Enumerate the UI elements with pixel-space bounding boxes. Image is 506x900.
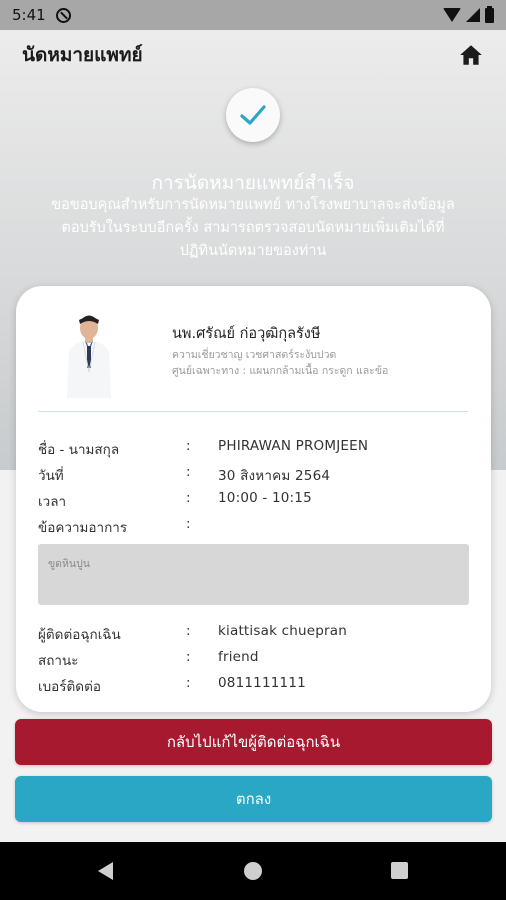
emergency-value: kiattisak chuepran bbox=[218, 623, 347, 639]
detail-label: วันที่ bbox=[38, 468, 64, 484]
status-bar bbox=[0, 0, 506, 30]
success-check-icon bbox=[226, 88, 280, 142]
detail-separator: : bbox=[186, 623, 191, 639]
detail-separator: : bbox=[186, 675, 191, 691]
detail-separator: : bbox=[186, 464, 191, 480]
doctor-photo bbox=[61, 312, 117, 398]
battery-icon bbox=[485, 8, 494, 23]
emergency-value: friend bbox=[218, 649, 259, 665]
doctor-specialty: ความเชี่ยวชาญ เวชศาสตร์ระงับปวด bbox=[172, 349, 337, 361]
emergency-row-contact bbox=[38, 623, 468, 647]
status-time: 5:41 bbox=[12, 6, 46, 24]
emergency-label: เบอร์ติดต่อ bbox=[38, 679, 101, 695]
emergency-label: สถานะ bbox=[38, 653, 79, 669]
emergency-row-phone bbox=[38, 675, 468, 699]
doctor-name: นพ.ศรัณย์ ก่อวุฒิกุลรังษี bbox=[172, 326, 321, 342]
detail-row-name bbox=[38, 438, 468, 462]
home-icon[interactable] bbox=[458, 42, 484, 68]
navigation-bar bbox=[0, 842, 506, 900]
success-description: ขอขอบคุณสำหรับการนัดหมายแพทย์ ทางโรงพยาบาลจะส่งข้อมูลตอบรับในระบบอีกครั้ง สามารถตรวจสอบนัดหมายเพิ่มเติมได้ที่ ปฏิทินนัดหมายของท่าน bbox=[51, 197, 455, 259]
detail-label: เวลา bbox=[38, 494, 67, 510]
recent-apps-icon[interactable] bbox=[391, 862, 408, 879]
detail-separator: : bbox=[186, 438, 191, 454]
home-circle-icon[interactable] bbox=[244, 862, 262, 880]
detail-separator: : bbox=[186, 649, 191, 665]
confirm-button[interactable]: ตกลง bbox=[15, 776, 492, 822]
symptom-text-box: ขูดหินปูน bbox=[38, 544, 469, 605]
detail-separator: : bbox=[186, 490, 191, 506]
emergency-value: 0811111111 bbox=[218, 675, 306, 691]
divider bbox=[38, 411, 468, 412]
success-title: การนัดหมายแพทย์สำเร็จ bbox=[151, 172, 355, 194]
do-not-disturb-icon bbox=[56, 8, 71, 23]
detail-row-time bbox=[38, 490, 468, 514]
doctor-center: ศูนย์เฉพาะทาง : แผนกกล้ามเนื้อ กระดูก และข้อ bbox=[172, 365, 389, 377]
edit-emergency-contact-button[interactable]: กลับไปแก้ไขผู้ติดต่อฉุกเฉิน bbox=[15, 719, 492, 765]
signal-icon bbox=[466, 8, 480, 22]
detail-row-date bbox=[38, 464, 468, 488]
detail-value: 10:00 - 10:15 bbox=[218, 490, 312, 506]
detail-row-symptom bbox=[38, 516, 468, 540]
emergency-label: ผู้ติดต่อฉุกเฉิน bbox=[38, 627, 121, 643]
page-title: นัดหมายแพทย์ bbox=[22, 44, 143, 66]
status-icons bbox=[443, 8, 494, 23]
app-bar bbox=[0, 30, 506, 80]
detail-value: 30 สิงหาคม 2564 bbox=[218, 468, 331, 484]
detail-value: PHIRAWAN PROMJEEN bbox=[218, 438, 369, 454]
detail-separator: : bbox=[186, 516, 191, 532]
emergency-row-status bbox=[38, 649, 468, 673]
detail-label: ข้อความอาการ bbox=[38, 520, 128, 536]
wifi-icon bbox=[443, 8, 461, 22]
appointment-card bbox=[16, 286, 491, 712]
detail-label: ชื่อ - นามสกุล bbox=[38, 442, 120, 458]
back-icon[interactable] bbox=[98, 862, 113, 880]
